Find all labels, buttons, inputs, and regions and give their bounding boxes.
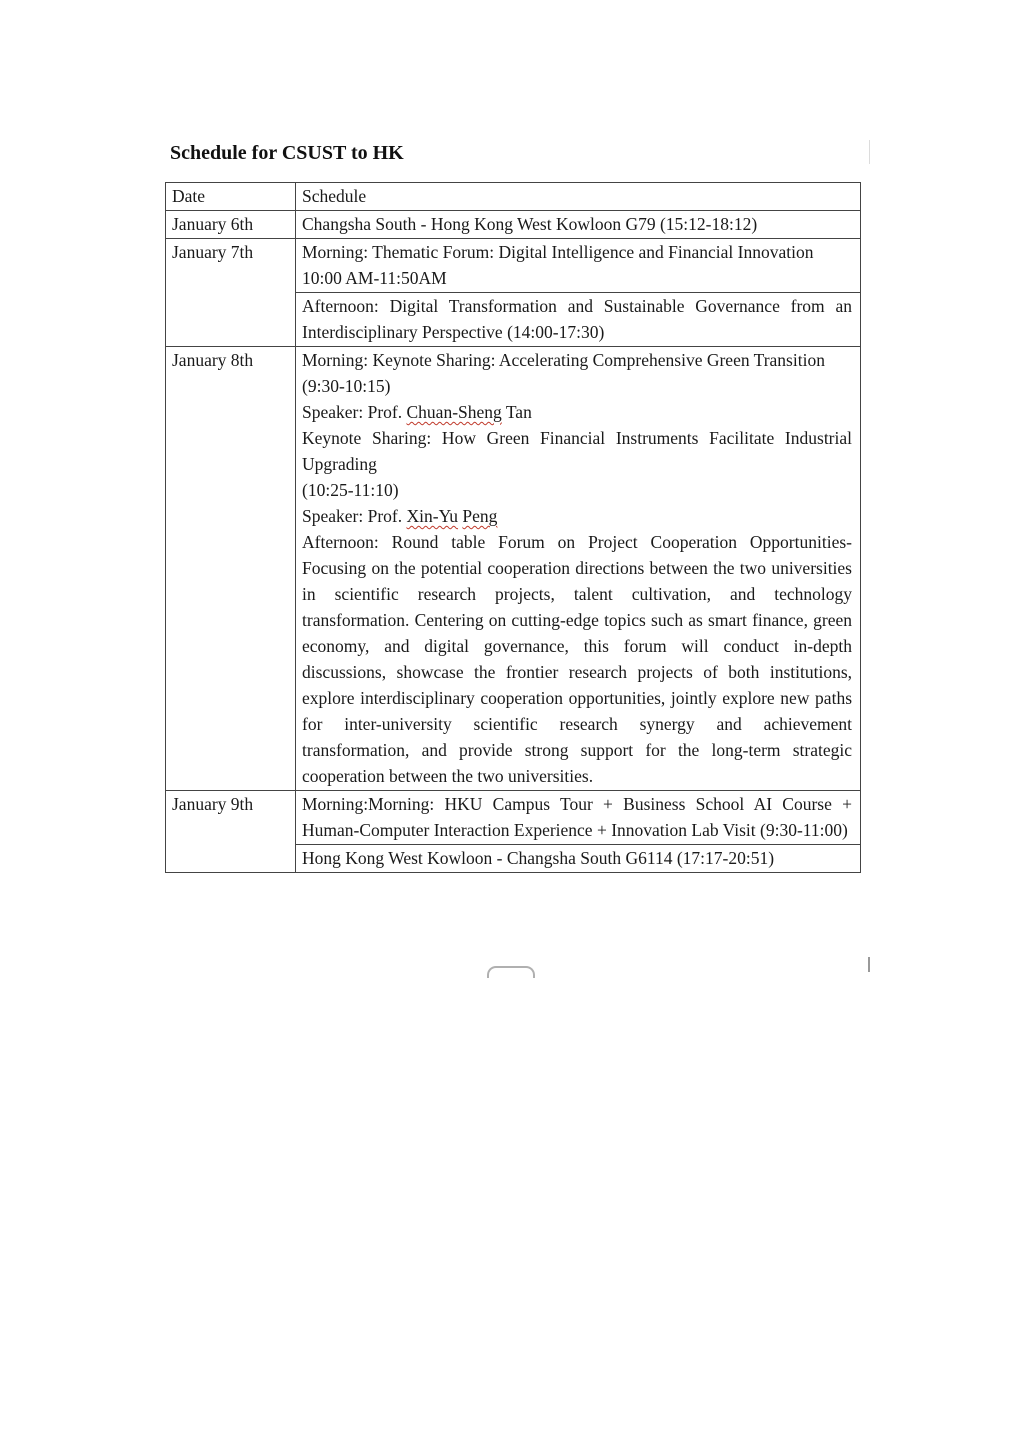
right-edge-mark-top bbox=[869, 140, 870, 164]
table-row-january-9-morning bbox=[166, 791, 861, 845]
speaker-name-squiggled: Xin-Yu bbox=[406, 506, 459, 526]
table-row-january-7-morning bbox=[166, 239, 861, 293]
schedule-cell bbox=[296, 791, 861, 845]
speaker-surname: Tan bbox=[501, 402, 532, 422]
schedule-text: Afternoon: Round table Forum on Project Cooperation Opportunities-Focusing on the potential cooperation directions between the two universities in scientific research projects, talent cultivation, and technology transformation. Centering on cutting-edge topics such as smart finance, green economy, and digital governance, this forum will conduct in-depth discussions, showcase the frontier research projects of both institutions, explore interdisciplinary cooperation opportunities, jointly explore new paths for inter-university scientific research synergy and achievement transformation, and provide strong support for the long-term strategic cooperation between the two universities. bbox=[302, 532, 852, 786]
schedule-text: Morning: Thematic Forum: Digital Intelligence and Financial Innovation bbox=[302, 242, 814, 262]
right-edge-mark-bottom bbox=[868, 957, 870, 972]
speaker-label: Speaker: Prof. bbox=[302, 402, 407, 422]
date-cell: January 8th bbox=[166, 347, 296, 791]
date-cell: January 6th bbox=[166, 211, 296, 239]
schedule-text: Morning:Morning: HKU Campus Tour + Business School AI Course + Human-Computer Interaction Experience + Innovation Lab Visit (9:30-11:00) bbox=[302, 794, 852, 840]
schedule-text: Hong Kong West Kowloon - Changsha South G6114 (17:17-20:51) bbox=[302, 848, 775, 868]
schedule-time: (9:30-10:15) bbox=[302, 376, 391, 396]
schedule-text: Keynote Sharing: How Green Financial Instruments Facilitate Industrial Upgrading bbox=[302, 428, 852, 474]
schedule-text: Morning: Keynote Sharing: Accelerating Comprehensive Green Transition bbox=[302, 350, 825, 370]
schedule-text: Afternoon: Digital Transformation and Sustainable Governance from an Interdisciplinary Perspective (14:00-17:30) bbox=[302, 296, 852, 342]
table-header-row bbox=[166, 183, 861, 211]
schedule-cell bbox=[296, 239, 861, 293]
schedule-cell bbox=[296, 293, 861, 347]
table-row-january-8 bbox=[166, 347, 861, 791]
col-header-schedule: Schedule bbox=[296, 183, 861, 211]
speaker-label: Speaker: Prof. bbox=[302, 506, 407, 526]
col-header-date: Date bbox=[166, 183, 296, 211]
schedule-time: (10:25-11:10) bbox=[302, 480, 399, 500]
page-title: Schedule for CSUST to HK bbox=[170, 142, 404, 164]
table-row-january-6 bbox=[166, 211, 861, 239]
speaker-surname-squiggled: Peng bbox=[462, 506, 498, 526]
schedule-cell bbox=[296, 347, 861, 791]
schedule-table bbox=[165, 182, 861, 873]
collapsed-handle-widget[interactable] bbox=[487, 966, 535, 978]
speaker-line bbox=[302, 399, 852, 425]
schedule-cell bbox=[296, 211, 861, 239]
schedule-cell bbox=[296, 845, 861, 873]
date-cell: January 9th bbox=[166, 791, 296, 873]
speaker-name-squiggled: Chuan-Sheng bbox=[406, 402, 502, 422]
date-cell: January 7th bbox=[166, 239, 296, 347]
schedule-text: Changsha South - Hong Kong West Kowloon G79 (15:12-18:12) bbox=[302, 214, 758, 234]
schedule-time: 10:00 AM-11:50AM bbox=[302, 268, 447, 288]
speaker-line bbox=[302, 503, 852, 529]
